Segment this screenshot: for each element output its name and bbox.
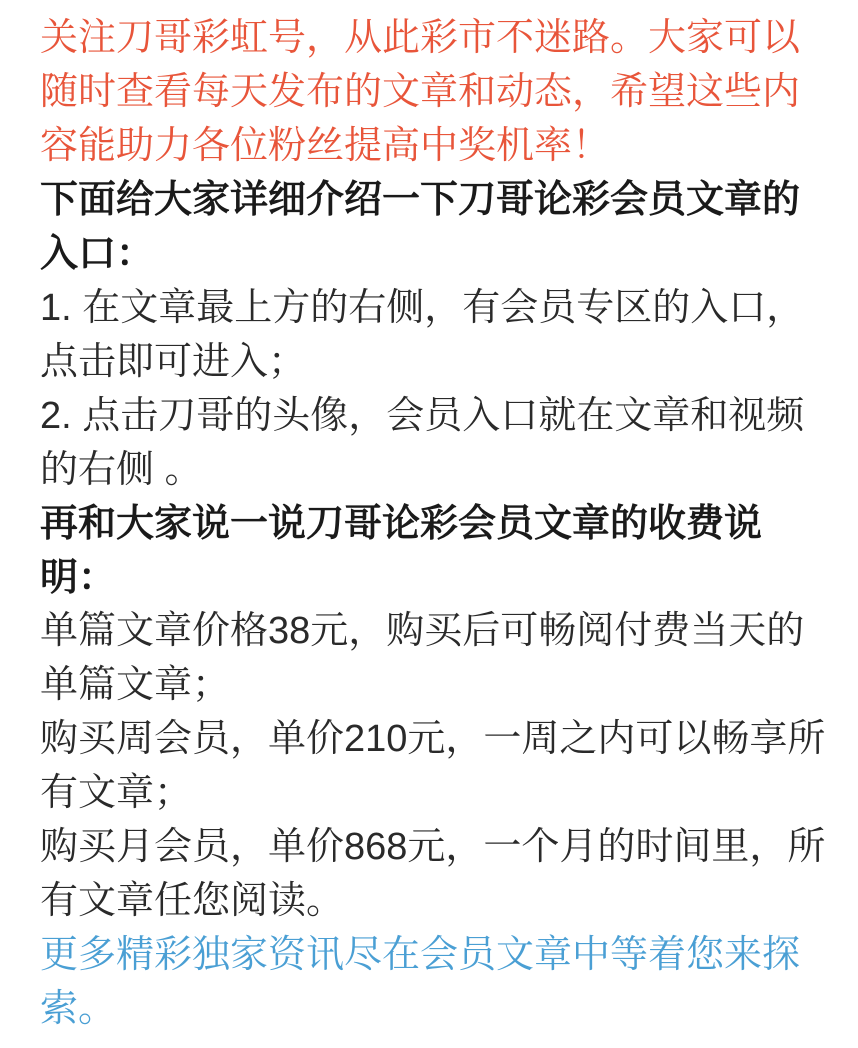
list-item-entry-2: 2. 点击刀哥的头像，会员入口就在文章和视频的右侧 。: [40, 394, 805, 491]
fee-weekly-membership: 购买周会员，单价210元，一周之内可以畅享所有文章；: [40, 718, 826, 815]
fee-monthly-membership: 购买月会员，单价868元，一个月的时间里，所有文章任您阅读。: [40, 826, 826, 923]
paragraph-intro-promo: 关注刀哥彩虹号，从此彩市不迷路。大家可以随时查看每天发布的文章和动态，希望这些内容能助力各位粉丝提高中奖机率！: [40, 17, 801, 167]
closing-note: 更多精彩独家资讯尽在会员文章中等着您来探索。: [40, 934, 801, 1031]
fee-single-article: 单篇文章价格38元，购买后可畅阅付费当天的单篇文章；: [40, 610, 805, 707]
heading-member-article-entry: 下面给大家详细介绍一下刀哥论彩会员文章的入口：: [40, 178, 801, 275]
heading-fee-description: 再和大家说一说刀哥论彩会员文章的收费说明：: [40, 502, 763, 599]
list-item-entry-1: 1. 在文章最上方的右侧，有会员专区的入口，点击即可进入；: [40, 286, 805, 383]
